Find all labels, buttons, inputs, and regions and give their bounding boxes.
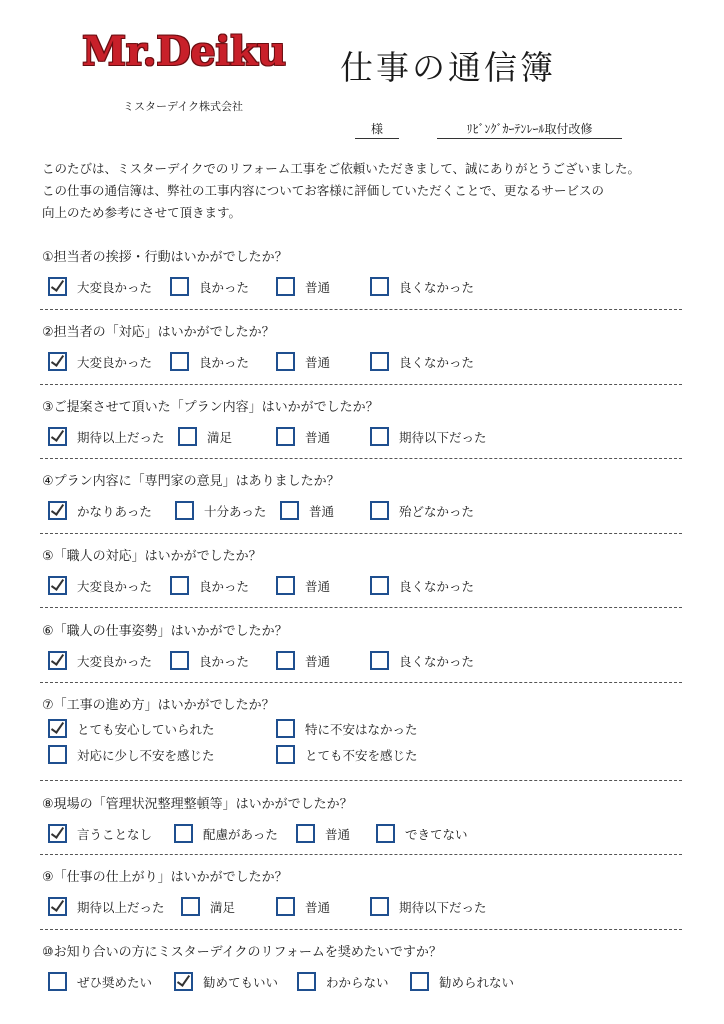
answer-option-label: 対応に少し不安を感じた — [77, 747, 215, 763]
answer-option-label: 配慮があった — [203, 826, 278, 842]
answer-option[interactable] — [175, 501, 266, 520]
answer-option[interactable] — [297, 972, 389, 991]
answer-option-label: 普通 — [305, 899, 331, 915]
answer-option-label: わからない — [326, 974, 389, 990]
intro-line: 向上のため参考にさせて頂きます。 — [42, 205, 242, 220]
question-label: ①担当者の挨拶・行動はいかがでしたか？ — [42, 250, 288, 265]
answer-option-label: 期待以下だった — [399, 899, 487, 915]
answer-option[interactable] — [178, 427, 232, 446]
answer-option[interactable] — [370, 277, 474, 296]
section-divider — [40, 533, 682, 534]
answer-option-label: 普通 — [325, 826, 351, 842]
answer-option-label: かなりあった — [77, 503, 152, 519]
answer-option-label: 期待以下だった — [399, 429, 487, 445]
company-name: ミスターデイク株式会社 — [123, 100, 244, 113]
answer-option[interactable] — [370, 427, 487, 446]
checkbox[interactable] — [276, 897, 295, 916]
section-divider — [40, 682, 682, 683]
checked-checkbox[interactable] — [48, 501, 67, 520]
answer-option[interactable] — [181, 897, 235, 916]
answer-option-label: 良かった — [199, 653, 250, 669]
answer-option[interactable] — [370, 501, 474, 520]
checkbox[interactable] — [280, 501, 299, 520]
answer-option-label: 普通 — [309, 503, 335, 519]
answer-option[interactable] — [296, 824, 350, 843]
checkbox[interactable] — [276, 651, 295, 670]
answer-option[interactable] — [276, 427, 330, 446]
answer-option-label: 十分あった — [204, 503, 267, 519]
checked-checkbox[interactable] — [48, 897, 67, 916]
answer-option-label: 満足 — [207, 429, 233, 445]
answer-option[interactable] — [370, 352, 474, 371]
answer-option[interactable] — [276, 277, 330, 296]
answer-option-label: できてない — [405, 826, 468, 842]
answer-option[interactable] — [48, 745, 215, 764]
checkbox[interactable] — [410, 972, 429, 991]
checked-checkbox[interactable] — [48, 427, 67, 446]
answer-option-label: 大変良かった — [77, 578, 153, 594]
question-label: ⑨「仕事の仕上がり」はいかがでしたか？ — [42, 870, 288, 885]
answer-option[interactable] — [276, 651, 330, 670]
answer-option[interactable] — [276, 576, 330, 595]
checkbox[interactable] — [170, 352, 189, 371]
section-divider — [40, 854, 682, 855]
answer-option-label: 勧められない — [439, 974, 515, 990]
answer-option-label: 言うことなし — [77, 826, 153, 842]
customer-honorific: 様 — [355, 120, 399, 139]
checkbox[interactable] — [276, 427, 295, 446]
job-subject: ﾘﾋﾞﾝｸﾞｶｰﾃﾝﾚｰﾙ取付改修 — [437, 120, 622, 139]
answer-option-label: とても不安を感じた — [305, 747, 418, 763]
answer-option[interactable] — [48, 277, 152, 296]
question-label: ⑦「工事の進め方」はいかがでしたか？ — [42, 698, 275, 713]
answer-option[interactable] — [48, 651, 152, 670]
checkbox[interactable] — [276, 277, 295, 296]
answer-option[interactable] — [280, 501, 334, 520]
answer-option-label: 普通 — [305, 279, 331, 295]
checkbox[interactable] — [48, 972, 67, 991]
checkbox[interactable] — [370, 352, 389, 371]
checked-checkbox[interactable] — [48, 352, 67, 371]
answer-option-label: 良かった — [199, 354, 250, 370]
answer-option[interactable] — [376, 824, 468, 843]
answer-option[interactable] — [170, 352, 249, 371]
checked-checkbox[interactable] — [48, 719, 67, 738]
section-divider — [40, 458, 682, 459]
checkbox[interactable] — [276, 719, 295, 738]
answer-option-label: 普通 — [305, 578, 331, 594]
answer-option-label: 期待以上だった — [77, 899, 165, 915]
question-label: ②担当者の「対応」はいかがでしたか？ — [42, 325, 275, 340]
answer-option[interactable] — [370, 651, 474, 670]
intro-line: この仕事の通信簿は、弊社の工事内容についてお客様に評価していただくことで、更なるサービスの — [42, 183, 605, 198]
checkbox[interactable] — [370, 651, 389, 670]
answer-option[interactable] — [48, 501, 152, 520]
answer-option[interactable] — [370, 897, 487, 916]
answer-option-label: 良かった — [199, 578, 250, 594]
answer-option-label: 期待以上だった — [77, 429, 165, 445]
checkbox[interactable] — [170, 651, 189, 670]
answer-option[interactable] — [48, 352, 152, 371]
answer-option[interactable] — [174, 824, 278, 843]
checkbox[interactable] — [178, 427, 197, 446]
company-logo: Mr.Deiku — [82, 28, 286, 75]
question-label: ⑤「職人の対応」はいかがでしたか？ — [42, 549, 262, 564]
answer-option-label: 普通 — [305, 354, 331, 370]
checked-checkbox[interactable] — [48, 576, 67, 595]
checkbox[interactable] — [370, 501, 389, 520]
checkbox[interactable] — [370, 576, 389, 595]
section-divider — [40, 384, 682, 385]
answer-option[interactable] — [276, 352, 330, 371]
answer-option-label: 殆どなかった — [399, 503, 475, 519]
answer-option-label: 普通 — [305, 653, 331, 669]
intro-line: このたびは、ミスターデイクでのリフォーム工事をご依頼いただきまして、誠にありがとうございました。 — [42, 161, 641, 176]
question-label: ⑩お知り合いの方にミスターデイクのリフォームを奨めたいですか？ — [42, 945, 442, 960]
checkbox[interactable] — [170, 277, 189, 296]
answer-option[interactable] — [174, 972, 278, 991]
answer-option-label: 満足 — [210, 899, 236, 915]
checkbox[interactable] — [276, 745, 295, 764]
answer-option[interactable] — [48, 972, 152, 991]
answer-option-label: 普通 — [305, 429, 331, 445]
checkbox[interactable] — [297, 972, 316, 991]
checked-checkbox[interactable] — [174, 972, 193, 991]
answer-option-label: 良かった — [199, 279, 250, 295]
checkbox[interactable] — [296, 824, 315, 843]
checkbox[interactable] — [48, 745, 67, 764]
answer-option[interactable] — [48, 427, 165, 446]
answer-option[interactable] — [48, 719, 215, 738]
answer-option[interactable] — [170, 277, 249, 296]
checkbox[interactable] — [175, 501, 194, 520]
page-title: 仕事の通信簿 — [340, 48, 556, 87]
answer-option-label: 良くなかった — [399, 354, 475, 370]
checkbox[interactable] — [174, 824, 193, 843]
checkbox[interactable] — [170, 576, 189, 595]
answer-option[interactable] — [170, 651, 249, 670]
answer-option[interactable] — [370, 576, 474, 595]
answer-option-label: 良くなかった — [399, 279, 475, 295]
question-label: ④プラン内容に「専門家の意見」はありましたか？ — [42, 474, 340, 489]
answer-option-label: 良くなかった — [399, 653, 475, 669]
intro-text — [42, 158, 640, 224]
answer-option-label: 特に不安はなかった — [305, 721, 418, 737]
answer-option[interactable] — [48, 576, 152, 595]
answer-option-label: ぜひ奨めたい — [77, 974, 153, 990]
checkbox[interactable] — [376, 824, 395, 843]
answer-option[interactable] — [170, 576, 249, 595]
answer-option-label: 大変良かった — [77, 354, 153, 370]
answer-option-label: とても安心していられた — [77, 721, 215, 737]
section-divider — [40, 607, 682, 608]
checkbox[interactable] — [370, 427, 389, 446]
question-label: ⑧現場の「管理状況整理整頓等」はいかがでしたか？ — [42, 797, 353, 812]
answer-option-label: 良くなかった — [399, 578, 475, 594]
checkbox[interactable] — [276, 576, 295, 595]
section-divider — [40, 929, 682, 930]
answer-option-label: 大変良かった — [77, 653, 153, 669]
checked-checkbox[interactable] — [48, 651, 67, 670]
checkbox[interactable] — [181, 897, 200, 916]
answer-option[interactable] — [48, 824, 152, 843]
answer-option[interactable] — [276, 745, 418, 764]
checkbox[interactable] — [276, 352, 295, 371]
checked-checkbox[interactable] — [48, 824, 67, 843]
checked-checkbox[interactable] — [48, 277, 67, 296]
checkbox[interactable] — [370, 897, 389, 916]
question-label: ⑥「職人の仕事姿勢」はいかがでしたか？ — [42, 624, 288, 639]
answer-option[interactable] — [410, 972, 514, 991]
question-label: ③ご提案させて頂いた「プラン内容」はいかがでしたか？ — [42, 400, 379, 415]
answer-option[interactable] — [48, 897, 165, 916]
answer-option[interactable] — [276, 719, 418, 738]
answer-option-label: 大変良かった — [77, 279, 153, 295]
section-divider — [40, 780, 682, 781]
answer-option[interactable] — [276, 897, 330, 916]
section-divider — [40, 309, 682, 310]
answer-option-label: 勧めてもいい — [203, 974, 279, 990]
checkbox[interactable] — [370, 277, 389, 296]
